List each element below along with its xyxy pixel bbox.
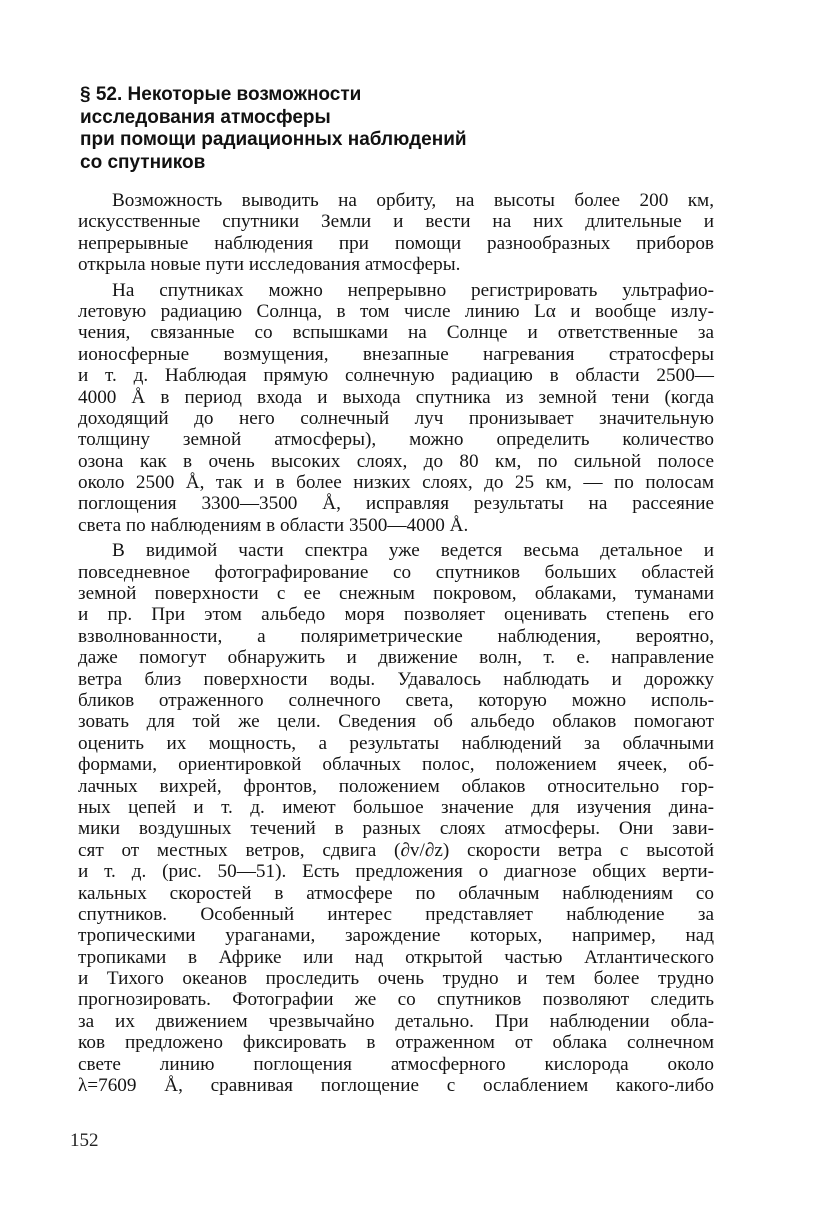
text-line: даже помогут обнаружить и движение волн, т. е. направление — [78, 647, 714, 669]
text-line: летовую радиацию Солнца, в том числе линию Lα и вообще излу- — [78, 300, 714, 322]
heading-line: при помощи радиационных наблюдений — [80, 129, 467, 150]
text-line: света по наблюдениям в области 3500—4000 Å. — [78, 514, 469, 536]
text-line: λ=7609 Å, сравнивая поглощение с ослаблением какого-либо — [78, 1075, 714, 1097]
text-line: непрерывные наблюдения при помощи разнообразных приборов — [78, 232, 714, 254]
text-line: ков предложено фиксировать в отраженном от облака солнечном — [78, 1032, 714, 1054]
heading-line: § 52. Некоторые возможности — [80, 84, 362, 105]
text-line: поглощения 3300—3500 Å, исправляя результаты на рассеяние — [78, 493, 714, 515]
text-line: тропическими ураганами, зарождение которых, например, над — [78, 925, 714, 947]
text-line: спутников. Особенный интерес представляет наблюдение за — [78, 903, 714, 925]
text-line: свете линию поглощения атмосферного кислорода около — [78, 1053, 714, 1075]
text-line: взволнованности, а поляриметрические наблюдения, вероятно, — [78, 625, 714, 647]
text-line: тропиками в Африке или над открытой частью Атлантического — [78, 946, 714, 968]
paragraph-1 — [78, 190, 714, 276]
paragraph-2 — [78, 280, 714, 537]
text-line: оценить их мощность, а результаты наблюдений за облачными — [78, 732, 714, 754]
section-heading — [80, 84, 640, 174]
text-line: кальных скоростей в атмосфере по облачным наблюдениям со — [78, 882, 714, 904]
body-text — [78, 190, 714, 1096]
heading-line: исследования атмосферы — [80, 106, 331, 128]
text-line: формами, ориентировкой облачных полос, положением ячеек, об- — [78, 754, 714, 776]
text-line: земной поверхности с ее снежным покровом, облаками, туманами — [78, 583, 714, 605]
text-line: ионосферные возмущения, внезапные нагревания стратосферы — [78, 343, 714, 365]
text-line: повседневное фотографирование со спутников больших областей — [78, 561, 714, 583]
text-line: толщину земной атмосферы), можно определить количество — [78, 429, 714, 451]
text-line: Возможность выводить на орбиту, на высоты более 200 км, — [112, 190, 714, 211]
text-line: 4000 Å в период входа и выхода спутника из земной тени (когда — [78, 386, 714, 408]
text-line: На спутниках можно непрерывно регистрировать ультрафио- — [112, 279, 714, 301]
page-number: 152 — [70, 1130, 99, 1151]
text-line: мики воздушных течений в разных слоях атмосферы. Они зави- — [78, 818, 714, 840]
text-line: ветра близ поверхности воды. Удавалось наблюдать и дорожку — [78, 668, 714, 690]
text-line: около 2500 Å, так и в более низких слоях, до 25 км, — по полосам — [78, 472, 714, 494]
text-line: открыла новые пути исследования атмосферы. — [78, 254, 461, 276]
text-line: и Тихого океанов проследить очень трудно и тем более трудно — [78, 968, 714, 990]
text-line: чения, связанные со вспышками на Солнце и ответственные за — [78, 322, 714, 344]
text-line: и пр. При этом альбедо моря позволяет оценивать степень его — [78, 604, 714, 626]
heading-line: со спутников — [80, 151, 206, 173]
text-line: ных цепей и т. д. имеют большое значение для изучения дина- — [78, 796, 714, 818]
text-line: лачных вихрей, фронтов, положением облаков относительно гор- — [78, 775, 714, 797]
paragraph-3 — [78, 540, 714, 1096]
text-line: озона как в очень высоких слоях, до 80 км, по сильной полосе — [78, 450, 714, 472]
text-line: и т. д. (рис. 50—51). Есть предложения о диагнозе общих верти- — [78, 861, 714, 883]
text-line: бликов отраженного солнечного света, которую можно исполь- — [78, 689, 714, 711]
text-line: зовать для той же цели. Сведения об альбедо облаков помогают — [78, 711, 714, 733]
text-line: сят от местных ветров, сдвига (∂v/∂z) скорости ветра с высотой — [78, 839, 714, 861]
text-line: за их движением чрезвычайно детально. При наблюдении обла- — [78, 1010, 714, 1032]
text-line: искусственные спутники Земли и вести на них длительные и — [78, 211, 714, 233]
text-line: В видимой части спектра уже ведется весьма детальное и — [112, 540, 714, 562]
text-line: доходящий до него солнечный луч пронизывает значительную — [78, 407, 714, 429]
text-line: прогнозировать. Фотографии же со спутников позволяют следить — [78, 989, 714, 1011]
text-line: и т. д. Наблюдая прямую солнечную радиацию в области 2500— — [78, 365, 714, 387]
